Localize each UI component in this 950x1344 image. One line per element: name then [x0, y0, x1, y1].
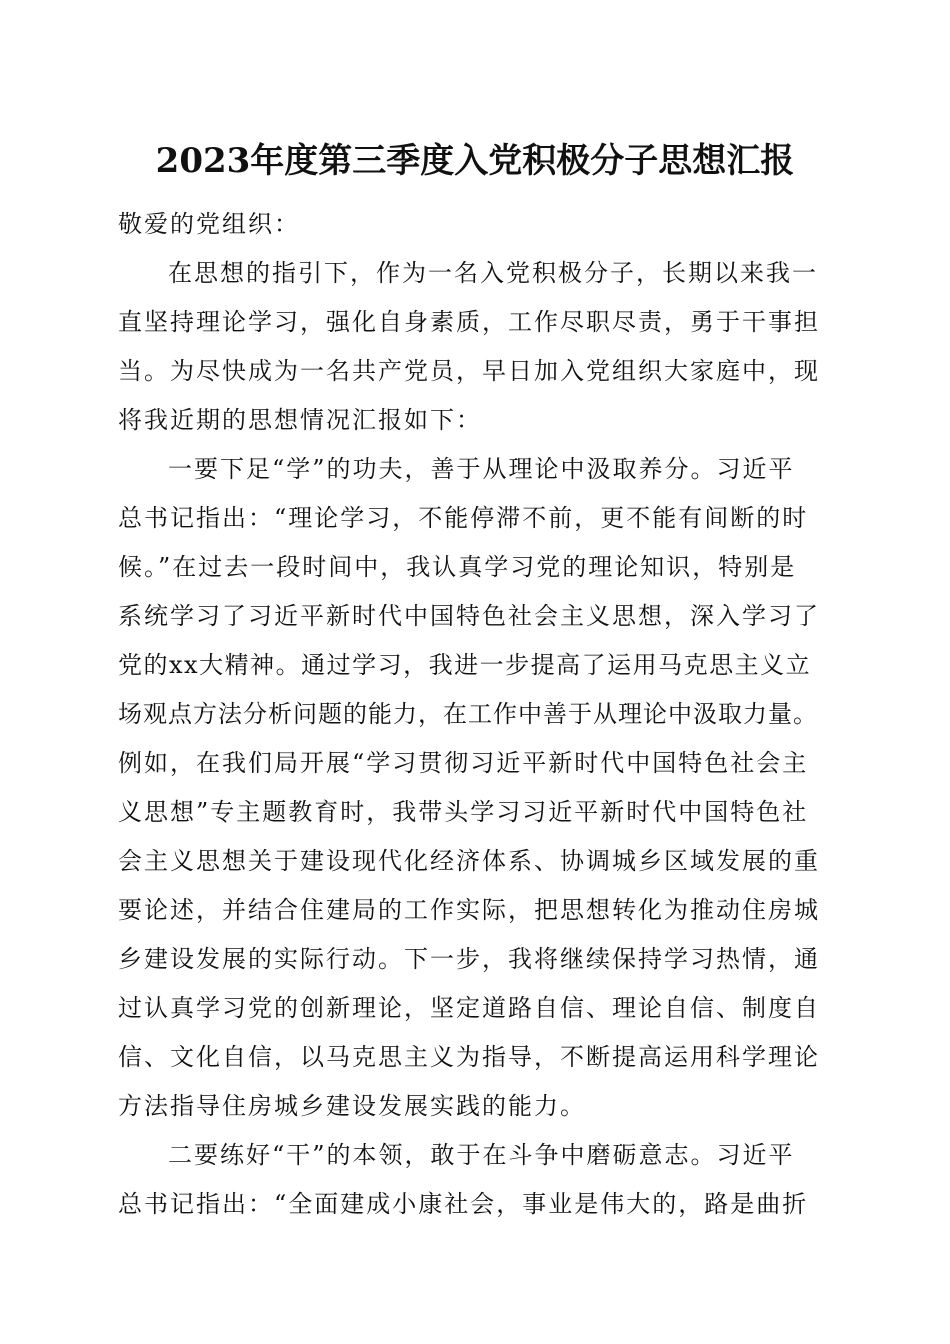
paragraph-line: 方法指导住房城乡建设发展实践的能力。 [118, 1092, 586, 1120]
paragraph-line: 总书记指出：“理论学习，不能停滞不前，更不能有间断的时 [118, 504, 809, 532]
paragraph-line: 乡建设发展的实际行动。下一步，我将继续保持学习热情，通 [118, 945, 820, 973]
paragraph-line: 会主义思想关于建设现代化经济体系、协调城乡区域发展的重 [118, 847, 820, 875]
paragraph-line: 候。”在过去一段时间中，我认真学习党的理论知识，特别是 [118, 553, 797, 581]
paragraph-line: 当。为尽快成为一名共产党员，早日加入党组织大家庭中，现 [118, 357, 820, 385]
paragraph-line: 场观点方法分析问题的能力，在工作中善于从理论中汲取力量。 [118, 700, 818, 728]
document-title: 2023年度第三季度入党积极分子思想汇报 [155, 141, 795, 181]
paragraph-line: 一要下足“学”的功夫，善于从理论中汲取养分。习近平 [168, 455, 795, 483]
paragraph-line: 系统学习了习近平新时代中国特色社会主义思想，深入学习了 [118, 602, 820, 630]
paragraph-line: 要论述，并结合住建局的工作实际，把思想转化为推动住房城 [118, 896, 820, 924]
paragraph-line: 过认真学习党的创新理论，坚定道路自信、理论自信、制度自 [118, 994, 820, 1022]
paragraph-line: 例如，在我们局开展“学习贯彻习近平新时代中国特色社会主 [118, 749, 809, 777]
paragraph-line: 党的xx大精神。通过学习，我进一步提高了运用马克思主义立 [118, 651, 812, 679]
paragraph-line: 直坚持理论学习，强化自身素质，工作尽职尽责，勇于干事担 [118, 308, 820, 336]
salutation-line: 敬爱的党组织： [118, 210, 300, 238]
paragraph-line: 信、文化自信，以马克思主义为指导，不断提高运用科学理论 [118, 1043, 820, 1071]
paragraph-line: 二要练好“干”的本领，敢于在斗争中磨砺意志。习近平 [168, 1141, 795, 1169]
paragraph-line: 总书记指出：“全面建成小康社会，事业是伟大的，路是曲折 [118, 1190, 809, 1218]
paragraph-line: 在思想的指引下，作为一名入党积极分子，长期以来我一 [168, 259, 818, 287]
paragraph-line: 义思想”专主题教育时，我带头学习习近平新时代中国特色社 [118, 798, 809, 826]
document-body [118, 200, 822, 1229]
paragraph-line: 将我近期的思想情况汇报如下： [118, 406, 482, 434]
